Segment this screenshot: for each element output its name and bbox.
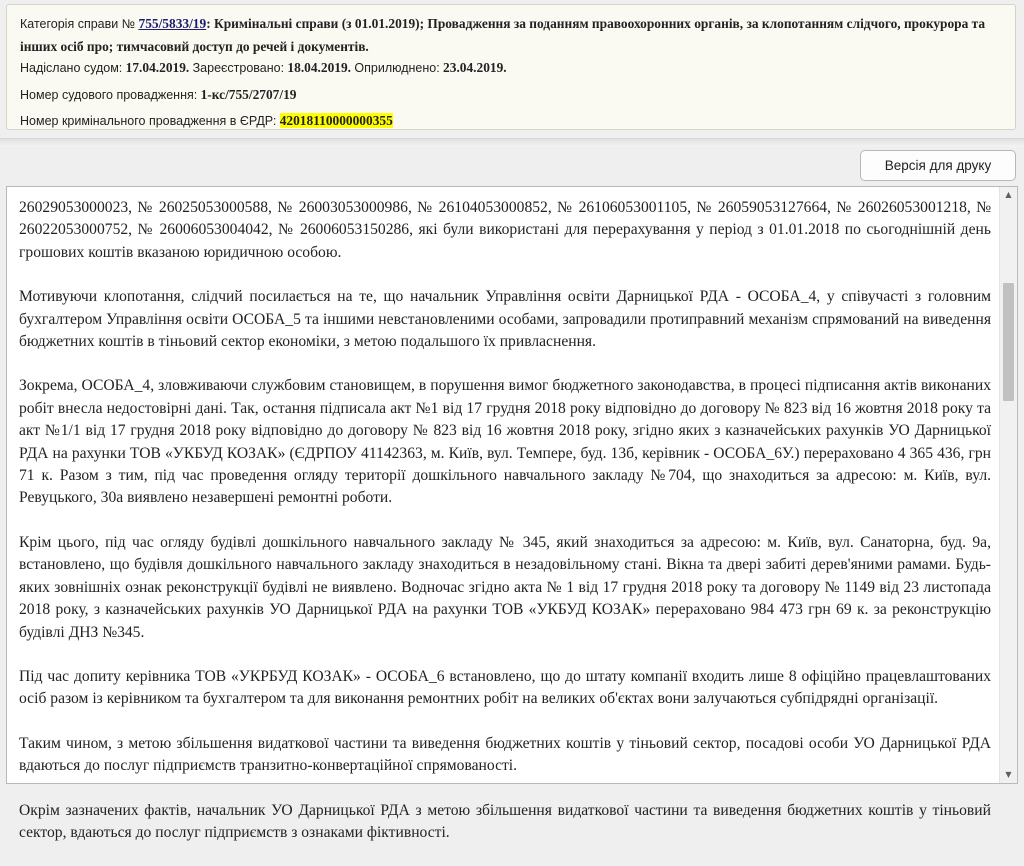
paragraph-7: Окрім зазначених фактів, начальник УО Дарницької РДА з метою збільшення видаткової частини та виведення бюджетних коштів у тіньовий сектор, вдаються до послуг підприємств з ознаками фіктивності.: [19, 801, 991, 841]
paragraph-1: 26029053000023, № 26025053000588, № 26003053000986, № 26104053000852, № 26106053001105, № 26059053127664, № 26026053001218, № 26022053000752, № 26006053004042, № 26006053150286, які були використані для перерахування у період з 01.01.2018 по сьогоднішній день грошових коштів вказаною юридичною особою.: [19, 199, 991, 261]
category-label: Категорія справи №: [20, 17, 136, 31]
scrollbar-thumb[interactable]: [1003, 283, 1014, 401]
arrow-up-icon[interactable]: ▲: [1005, 190, 1012, 199]
proceeding-label: Номер судового провадження:: [20, 87, 198, 102]
document-text: [19, 197, 991, 866]
case-number-link[interactable]: 755/5833/19: [138, 16, 207, 31]
published-label: Оприлюднено:: [354, 61, 440, 75]
case-info-panel: [6, 4, 1016, 130]
paragraph-5: Під час допиту керівника ТОВ «УКРБУД КОЗАК» - ОСОБА_6 встановлено, що до штату компанії входить лише 8 офіційно працевлаштованих осіб разом із керівником та бухгалтером та для виконання ремонтних робіт на великих об'єктах вони залучаються субпідрядні організації.: [19, 667, 991, 708]
dates-line: [20, 57, 1003, 80]
section-divider: [0, 138, 1024, 147]
erdr-number: 42018110000000355: [279, 113, 393, 128]
erdr-label: Номер кримінального провадження в ЄРДР:: [20, 114, 277, 128]
proceeding-line: [20, 84, 1003, 107]
paragraph-3: Зокрема, ОСОБА_4, зловживаючи службовим становищем, в порушення вимог бюджетного законодавства, в процесі підписання актів виконаних робіт внесла недостовірні дані. Так, остання підписала акт №1 від 17 грудня 2018 року відповідно до договору № 823 від 16 жовтня 2018 року та акт №1/1 від 17 грудня 2018 року відповідно до договору № 823 від 16 жовтня 2018 року, згідно яких з казначейських рахунків УО Дарницької РДА на рахунки ТОВ «УКБУД КОЗАК» (ЄДРПОУ 41142363, м. Київ, вул. Темпере, буд. 13б, керівник - ОСОБА_6У.) перераховано 4 365 436, грн 71 к. Разом з тим, під час проведення огляду території дошкільного навчального закладу №704, що знаходиться за адресою: м. Київ, вул. Ревуцького, 30а виявлено незавершені ремонтні роботи.: [19, 377, 991, 507]
category-text: : Кримінальні справи (з 01.01.2019); Провадження за поданням правоохоронних органів, за клопотанням слідчого, прокурора та інших осіб про; тимчасовий доступ до речей і документів.: [20, 16, 986, 54]
sent-label: Надіслано судом:: [20, 61, 123, 75]
erdr-line: [20, 110, 1003, 133]
sent-date: 17.04.2019.: [125, 60, 190, 75]
proceeding-number: 1-кс/755/2707/19: [200, 86, 297, 102]
arrow-down-icon[interactable]: ▼: [1005, 770, 1012, 779]
paragraph-6: Таким чином, з метою збільшення видаткової частини та виведення бюджетних коштів у тіньовий сектор, посадові особи УО Дарницької РДА вдаються до послуг підприємств транзитно-конвертаційної спрямованості.: [19, 734, 991, 775]
paragraph-4: Крім цього, під час огляду будівлі дошкільного навчального закладу № 345, який знаходиться за адресою: м. Київ, вул. Санаторна, буд. 9а, встановлено, що будівля дошкільного навчального закладу знаходиться в незадовільному стані. Вікна та двері забиті дерев'яними рамами. Будь-яких зовнішніх ознак реконструкції будівлі не виявлено. Водночас згідно акта № 1 від 17 грудня 2018 року та договору № 1149 від 23 листопада 2018 року, з казначейських рахунків УО Дарницької РДА на рахунки ТОВ «УКБУД КОЗАК» перераховано 984 473 грн 69 к. за реконструкцію будівлі ДНЗ №345.: [19, 533, 991, 641]
print-version-button[interactable]: Версія для друку: [860, 150, 1016, 181]
document-frame: [6, 186, 1018, 841]
document-scrollbar[interactable]: [999, 187, 1017, 783]
registered-label: Зареєстровано:: [192, 61, 285, 75]
published-date: 23.04.2019.: [443, 60, 507, 75]
registered-date: 18.04.2019.: [287, 60, 352, 75]
case-category-line: [20, 13, 1003, 57]
paragraph-2: Мотивуючи клопотання, слідчий посилається на те, що начальник Управління освіти Дарницької РДА - ОСОБА_4, у співучасті з головним бухгалтером Управління освіти ОСОБА_5 та іншими невстановленими особами, запровадили протиправний механізм спрямований на виведення бюджетних коштів в тіньовий сектор економіки, з метою подальшого їх привласнення.: [19, 288, 991, 351]
